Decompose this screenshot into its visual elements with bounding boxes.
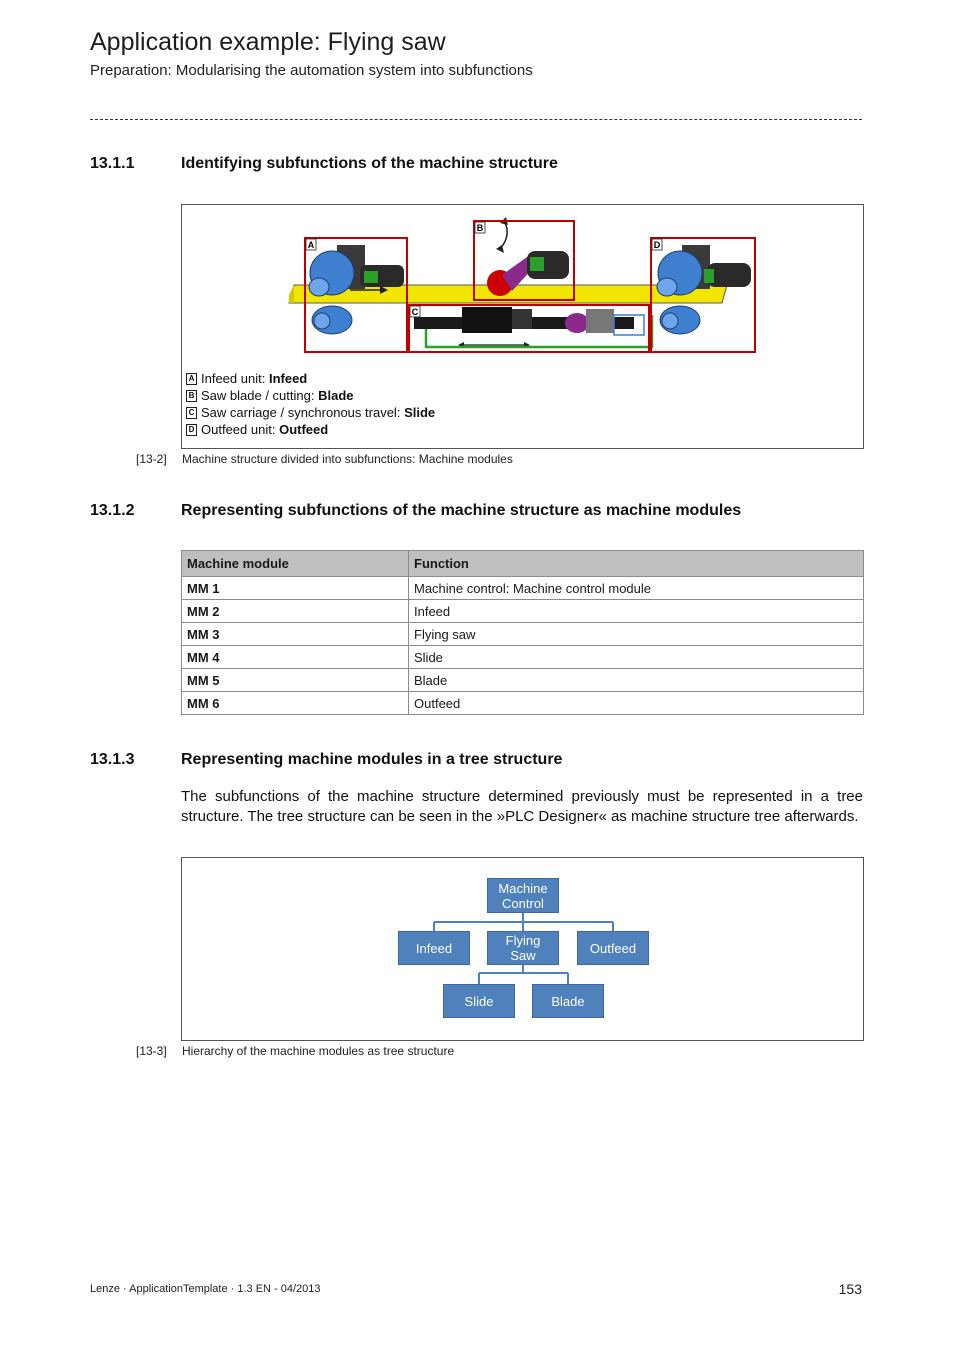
page-subtitle: Preparation: Modularising the automation system into subfunctions [90,62,533,79]
function-cell: Infeed [409,600,864,623]
marker-c [410,306,420,317]
table-row [182,669,864,692]
machine-structure-figure [181,204,864,449]
marker-d [652,239,662,250]
tree-node-flying-saw [487,931,559,965]
function-cell: Machine control: Machine control module [409,577,864,600]
table-row [182,646,864,669]
legend-key: C [186,407,197,419]
legend-text: Saw carriage / synchronous travel: [201,405,401,420]
tree-node-text: Infeed [415,940,453,956]
header-divider [90,119,862,120]
tree-node-text: Slide [464,993,494,1009]
tree-node-text: Control [502,895,544,911]
function-cell: Blade [409,669,864,692]
figure-caption: Hierarchy of the machine modules as tree structure [182,1044,455,1058]
section-title: Representing machine modules in a tree structure [181,751,563,768]
legend-key: B [186,390,197,402]
section-title: Identifying subfunctions of the machine structure [181,155,558,172]
marker-b [475,222,485,233]
legend-bold: Slide [404,405,436,420]
module-cell: MM 3 [182,623,409,646]
tree-node-text: Blade [551,993,585,1009]
legend-key: A [186,373,197,385]
section-number: 13.1.2 [90,502,135,519]
machine-diagram [182,205,863,365]
figure-caption-number: [13-2] [136,452,167,466]
section-number: 13.1.1 [90,155,135,172]
function-cell: Slide [409,646,864,669]
table-row [182,692,864,715]
tree-structure-figure [181,857,864,1041]
figure-caption-number: [13-3] [136,1044,167,1058]
function-cell: Outfeed [409,692,864,715]
table-row [182,600,864,623]
tree-node-text: Flying [505,933,541,948]
legend-item [186,404,435,421]
module-cell: MM 4 [182,646,409,669]
tree-node-slide [443,984,515,1018]
legend-text: Saw blade / cutting: [201,388,315,403]
tree-node-infeed [398,931,470,965]
legend-text: Infeed unit: [201,371,266,386]
table-row [182,577,864,600]
page-title: Application example: Flying saw [90,28,446,56]
tree-node-blade [532,984,604,1018]
section-number: 13.1.3 [90,751,135,768]
page-number: 153 [838,1281,862,1297]
legend-bold: Blade [318,388,354,403]
marker-b-label: B [476,223,484,233]
marker-c-label: C [411,307,419,317]
tree-node-text: Machine [498,880,548,896]
marker-d-label: D [653,240,661,250]
table-row [182,623,864,646]
section-title: Representing subfunctions of the machine structure as machine modules [181,502,742,519]
tree-node-outfeed [577,931,649,965]
legend-item [186,421,435,438]
marker-a [306,239,316,250]
legend-text: Outfeed unit: [201,422,276,437]
table-header-row [182,551,864,577]
footer-document-info: Lenze · ApplicationTemplate · 1.3 EN - 04/2013 [90,1283,321,1295]
legend-key: D [186,424,197,436]
swing-arrow-icon [500,221,507,249]
slide-carriage [462,307,512,333]
tree-node-text: Outfeed [589,940,637,956]
module-cell: MM 1 [182,577,409,600]
modules-table-wrapper [181,550,864,715]
column-header-module: Machine module [182,551,409,577]
module-cell: MM 6 [182,692,409,715]
tree-node-text: Saw [510,948,536,963]
column-header-function: Function [409,551,864,577]
module-cell: MM 2 [182,600,409,623]
body-paragraph: The subfunctions of the machine structure determined previously must be represented in a tree structure. The tree structure can be seen in the »PLC Designer« as machine structure tree afterwards. [181,788,863,825]
function-cell: Flying saw [409,623,864,646]
legend-item [186,370,435,387]
tree-node-machine-control [487,878,559,913]
modules-table [181,550,864,715]
legend-bold: Infeed [268,371,308,386]
legend-item [186,387,435,404]
figure-legend [186,370,435,438]
slide-motor [586,309,614,333]
figure-caption: Machine structure divided into subfunctions: Machine modules [182,452,513,466]
module-cell: MM 5 [182,669,409,692]
marker-a-label: A [307,240,315,250]
legend-bold: Outfeed [279,422,329,437]
